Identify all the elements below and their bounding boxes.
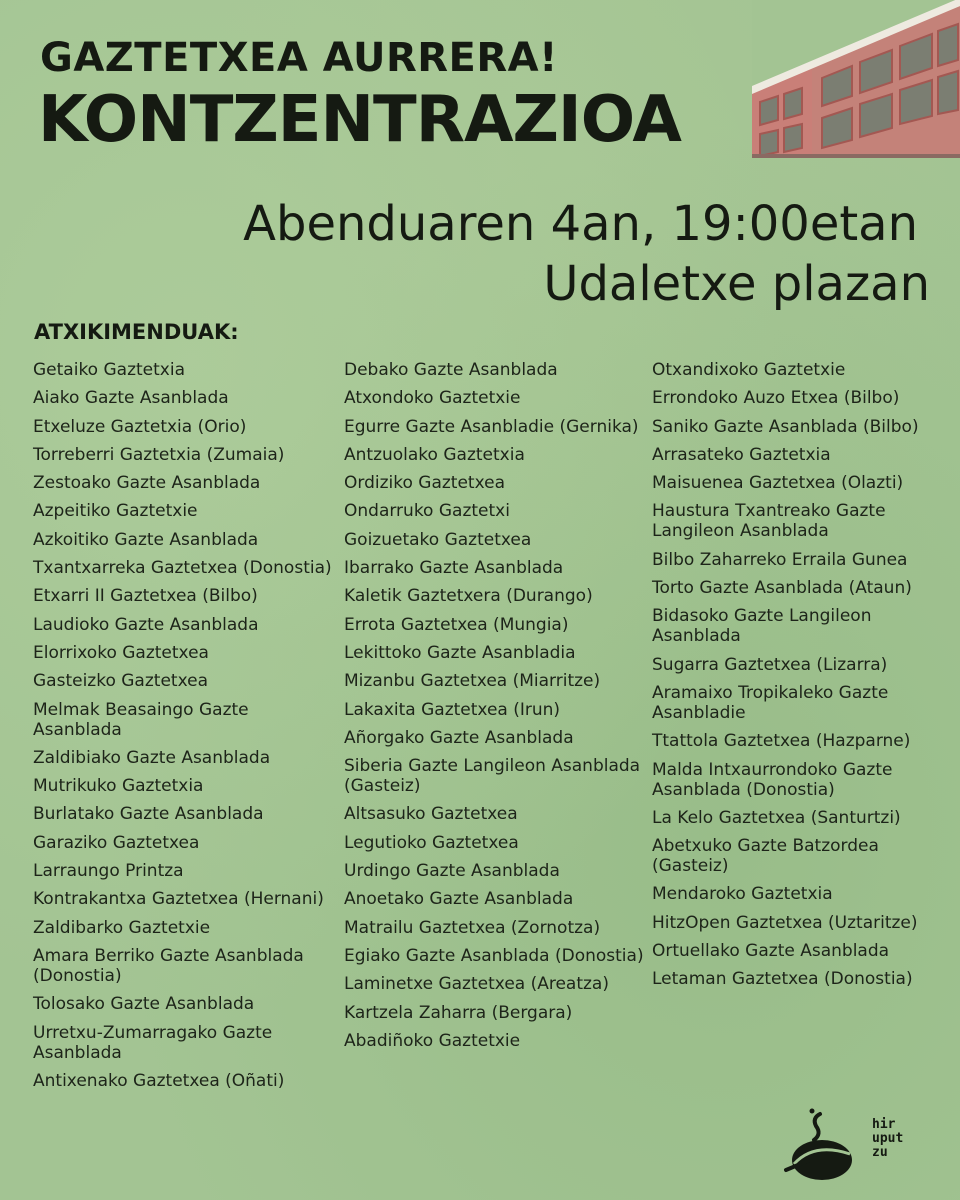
supporter-item: Arrasateko Gaztetxia <box>652 444 831 465</box>
supporters-column-3 <box>652 360 952 998</box>
supporter-item: HitzOpen Gaztetxea (Uztaritze) <box>652 912 918 933</box>
hirupu-logo-icon <box>780 1108 930 1188</box>
supporter-item: Lakaxita Gaztetxea (Irun) <box>344 699 561 720</box>
supporter-item: Mizanbu Gaztetxea (Miarritze) <box>344 671 601 692</box>
supporter-item: Burlatako Gazte Asanblada <box>33 804 264 825</box>
supporter-item: La Kelo Gaztetxea (Santurtzi) <box>652 807 901 828</box>
supporter-item: Atxondoko Gaztetxie <box>344 388 521 409</box>
supporter-item: Urdingo Gazte Asanblada <box>344 861 560 882</box>
logo-line-2: uput <box>872 1131 904 1146</box>
supporter-item: Debako Gazte Asanblada <box>344 360 558 380</box>
supporter-item: Abetxuko Gazte Batzordea (Gasteiz) <box>652 836 879 877</box>
supporter-item: Melmak Beasaingo Gazte Asanblada <box>33 699 249 740</box>
building-photo <box>752 0 960 158</box>
supporter-item: Kontrakantxa Gaztetxea (Hernani) <box>33 889 324 910</box>
section-title: ATXIKIMENDUAK: <box>34 320 239 344</box>
supporter-item: Maisuenea Gaztetxea (Olazti) <box>652 473 904 494</box>
supporter-item: Bilbo Zaharreko Erraila Gunea <box>652 549 908 570</box>
logo-line-3: zu <box>872 1145 888 1160</box>
supporter-item: Aramaixo Tropikaleko Gazte Asanbladie <box>652 682 889 723</box>
supporter-item: Etxeluze Gaztetxia (Orio) <box>33 416 247 437</box>
supporter-item: Urretxu-Zumarragako Gazte Asanblada <box>33 1022 273 1063</box>
supporter-item: Elorrixoko Gaztetxea <box>33 642 209 663</box>
supporter-item: Mutrikuko Gaztetxia <box>33 776 204 797</box>
supporter-item: Añorgako Gazte Asanblada <box>344 727 574 748</box>
supporter-item: Letaman Gaztetxea (Donostia) <box>652 969 913 990</box>
supporter-item: Tolosako Gazte Asanblada <box>33 994 255 1015</box>
supporter-item: Ttattola Gaztetxea (Hazparne) <box>652 731 911 752</box>
supporter-item: Ibarrako Gazte Asanblada <box>344 558 564 579</box>
supporter-item: Ordiziko Gaztetxea <box>344 473 505 494</box>
supporter-item: Matrailu Gaztetxea (Zornotza) <box>344 917 601 938</box>
supporter-item: Laminetxe Gaztetxea (Areatza) <box>344 974 609 995</box>
supporter-item: Egiako Gazte Asanblada (Donostia) <box>344 945 644 966</box>
supporter-item: Laudioko Gazte Asanblada <box>33 614 259 635</box>
title-line-2: KONTZENTRAZIOA <box>38 83 681 157</box>
supporter-item: Malda Intxaurrondoko Gazte Asanblada (Donostia) <box>652 759 893 800</box>
supporter-item: Legutioko Gaztetxea <box>344 832 519 853</box>
supporter-item: Antixenako Gaztetxea (Oñati) <box>33 1070 285 1091</box>
title-line-1: GAZTETXEA AURRERA! <box>40 35 558 81</box>
supporter-item: Zaldibarko Gaztetxie <box>33 917 211 938</box>
supporter-item: Kaletik Gaztetxera (Durango) <box>344 586 593 607</box>
supporter-item: Azpeitiko Gaztetxie <box>33 501 198 522</box>
supporter-item: Zestoako Gazte Asanblada <box>33 473 261 494</box>
supporter-item: Amara Berriko Gazte Asanblada (Donostia) <box>33 945 304 986</box>
supporter-item: Sugarra Gaztetxea (Lizarra) <box>652 654 888 675</box>
supporter-item: Mendaroko Gaztetxia <box>652 884 833 905</box>
supporter-item: Larraungo Printza <box>33 861 184 882</box>
supporter-item: Getaiko Gaztetxia <box>33 360 185 380</box>
supporter-item: Errota Gaztetxea (Mungia) <box>344 614 569 635</box>
event-place: Udaletxe plazan <box>543 256 930 312</box>
supporter-item: Azkoitiko Gazte Asanblada <box>33 529 259 550</box>
supporter-item: Haustura Txantreako Gazte Langileon Asanblada <box>652 501 886 542</box>
supporter-item: Ondarruko Gaztetxi <box>344 501 510 522</box>
supporter-item: Otxandixoko Gaztetxie <box>652 360 846 380</box>
supporter-item: Altsasuko Gaztetxea <box>344 804 518 825</box>
supporter-item: Saniko Gazte Asanblada (Bilbo) <box>652 416 919 437</box>
supporter-item: Lekittoko Gazte Asanbladia <box>344 642 576 663</box>
supporter-item: Gasteizko Gaztetxea <box>33 671 208 692</box>
supporter-item: Zaldibiako Gazte Asanblada <box>33 747 271 768</box>
building-illustration <box>752 0 960 158</box>
supporter-item: Aiako Gazte Asanblada <box>33 388 229 409</box>
logo-wordmark <box>872 1118 903 1160</box>
supporter-item: Anoetako Gazte Asanblada <box>344 889 574 910</box>
supporter-item: Siberia Gazte Langileon Asanblada (Gasteiz) <box>344 756 641 797</box>
supporter-item: Antzuolako Gaztetxia <box>344 444 525 465</box>
supporter-item: Torto Gazte Asanblada (Ataun) <box>652 578 912 599</box>
supporter-item: Bidasoko Gazte Langileon Asanblada <box>652 606 872 647</box>
supporter-item: Ortuellako Gazte Asanblada <box>652 941 890 962</box>
event-date: Abenduaren 4an, 19:00etan <box>243 196 918 252</box>
supporter-item: Errondoko Auzo Etxea (Bilbo) <box>652 388 900 409</box>
supporter-item: Abadiñoko Gaztetxie <box>344 1030 521 1051</box>
supporter-item: Txantxarreka Gaztetxea (Donostia) <box>33 558 332 579</box>
supporters-column-2 <box>344 360 644 1059</box>
supporters-column-1 <box>33 360 333 1099</box>
supporter-item: Goizuetako Gaztetxea <box>344 529 532 550</box>
supporter-item: Kartzela Zaharra (Bergara) <box>344 1002 573 1023</box>
supporter-item: Garaziko Gaztetxea <box>33 832 200 853</box>
supporter-item: Torreberri Gaztetxia (Zumaia) <box>33 444 285 465</box>
logo-line-1: hir <box>872 1117 896 1132</box>
supporter-item: Etxarri II Gaztetxea (Bilbo) <box>33 586 258 607</box>
supporter-item: Egurre Gazte Asanbladie (Gernika) <box>344 416 639 437</box>
